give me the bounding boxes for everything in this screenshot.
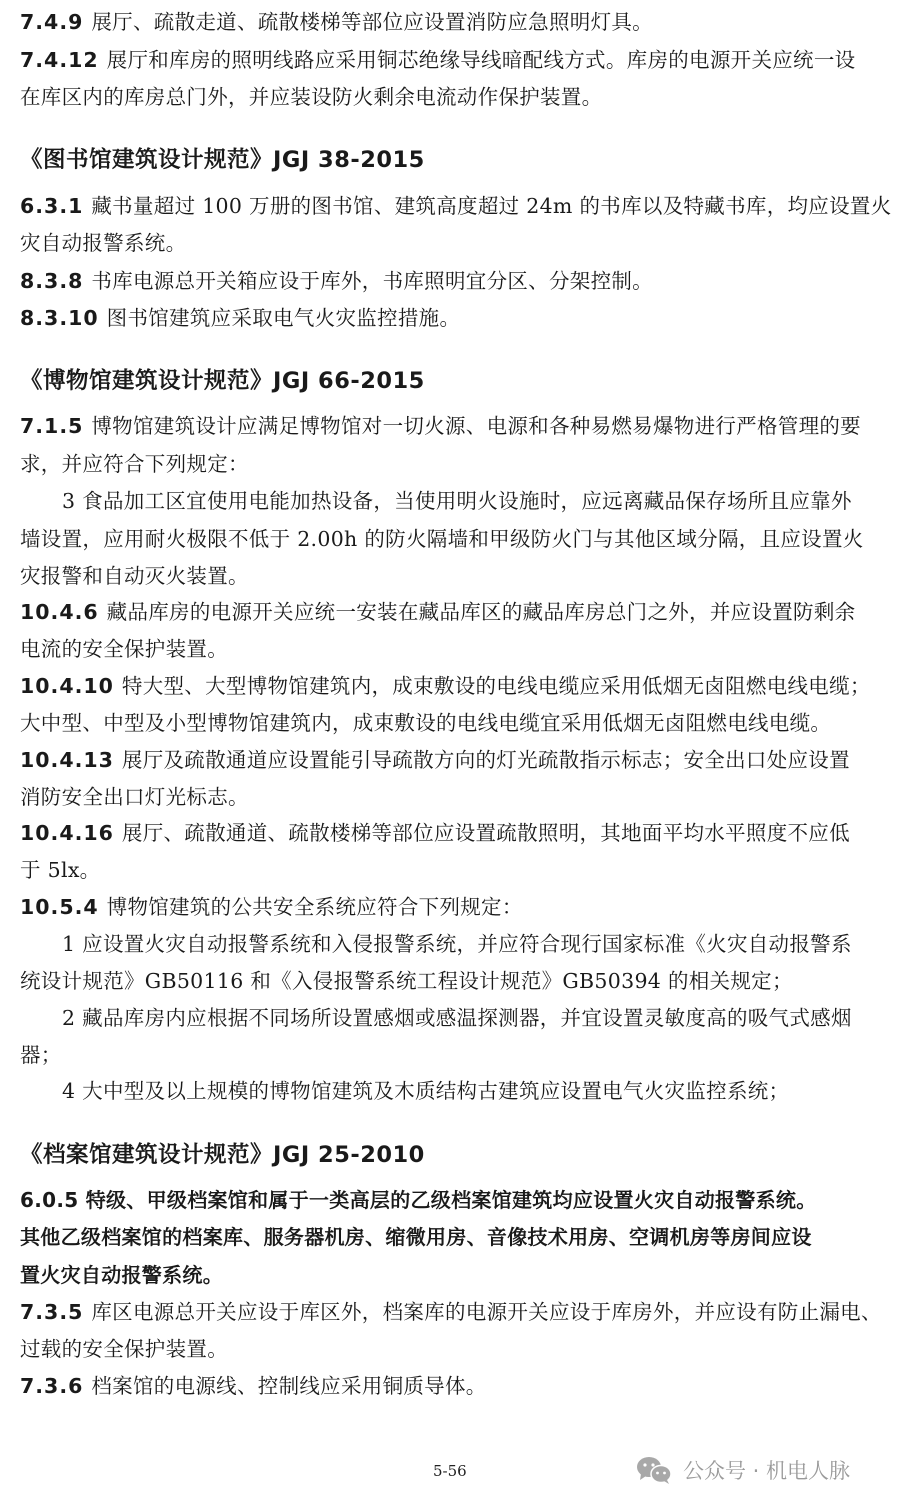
clause-text: 在库区内的库房总门外，并应装设防火剩余电流动作保护装置。 <box>20 85 603 109</box>
clause-number: 7.3.5 <box>20 1300 84 1324</box>
sub-item-2 <box>20 1005 921 1031</box>
clause-text: 统设计规范》GB50116 和《入侵报警系统工程设计规范》GB50394 的相关规定； <box>20 969 793 993</box>
clause-8-3-8 <box>20 268 900 294</box>
clause-number: 10.4.13 <box>20 748 114 772</box>
clause-number: 8.3.8 <box>20 269 84 293</box>
clause-text: 电流的安全保护装置。 <box>20 637 228 661</box>
clause-10-4-16 <box>20 820 900 846</box>
clause-number: 10.4.10 <box>20 674 114 698</box>
clause-number: 10.4.6 <box>20 600 99 624</box>
clause-text: 其他乙级档案馆的档案库、服务器机房、缩微用房、音像技术用房、空调机房等房间应设 <box>20 1225 812 1249</box>
clause-6-0-5 <box>20 1187 900 1213</box>
clause-text: 展厅和库房的照明线路应采用铜芯绝缘导线暗配线方式。库房的电源开关应统一设 <box>106 48 856 72</box>
clause-text: 灾自动报警系统。 <box>20 231 187 255</box>
clause-continuation <box>20 1262 900 1288</box>
clause-continuation <box>20 968 900 994</box>
clause-continuation <box>20 84 900 110</box>
sub-item-4 <box>20 1078 921 1104</box>
clause-text: 3 食品加工区宜使用电能加热设备，当使用明火设施时，应远离藏品保存场所且应靠外 <box>62 489 852 513</box>
clause-text: 档案馆的电源线、控制线应采用铜质导体。 <box>91 1374 487 1398</box>
clause-text: 2 藏品库房内应根据不同场所设置感烟或感温探测器，并宜设置灵敏度高的吸气式感烟 <box>62 1006 852 1030</box>
clause-number: 7.1.5 <box>20 414 84 438</box>
clause-continuation <box>20 563 900 589</box>
wechat-icon <box>635 1455 675 1485</box>
clause-continuation <box>20 1042 900 1068</box>
page-number: 5-56 <box>433 1462 467 1480</box>
clause-10-4-10 <box>20 673 900 699</box>
clause-6-3-1 <box>20 193 900 219</box>
sub-item-3 <box>20 488 921 514</box>
clause-text: 展厅、疏散通道、疏散楼梯等部位应设置疏散照明，其地面平均水平照度不应低 <box>121 821 850 845</box>
clause-7-3-5 <box>20 1299 900 1325</box>
clause-continuation <box>20 1336 900 1362</box>
clause-number: 7.4.9 <box>20 10 84 34</box>
clause-text: 器； <box>20 1043 62 1067</box>
clause-7-1-5 <box>20 413 900 439</box>
clause-text: 6.0.5 特级、甲级档案馆和属于一类高层的乙级档案馆建筑均应设置火灾自动报警系统。 <box>20 1188 817 1212</box>
clause-continuation <box>20 710 900 736</box>
clause-text: 图书馆建筑应采取电气火灾监控措施。 <box>106 306 461 330</box>
clause-number: 7.3.6 <box>20 1374 84 1398</box>
clause-continuation <box>20 784 900 810</box>
clause-text: 1 应设置火灾自动报警系统和入侵报警系统，并应符合现行国家标准《火灾自动报警系 <box>62 932 852 956</box>
clause-text: 展厅及疏散通道应设置能引导疏散方向的灯光疏散指示标志；安全出口处应设置 <box>121 748 850 772</box>
clause-continuation <box>20 1224 900 1250</box>
clause-text: 大中型、中型及小型博物馆建筑内，成束敷设的电线电缆宜采用低烟无卤阻燃电线电缆。 <box>20 711 832 735</box>
clause-7-4-12 <box>20 47 900 73</box>
clause-text: 特大型、大型博物馆建筑内，成束敷设的电线电缆应采用低烟无卤阻燃电线电缆； <box>121 674 871 698</box>
clause-number: 10.5.4 <box>20 895 99 919</box>
clause-continuation <box>20 230 900 256</box>
watermark <box>635 1454 850 1486</box>
clause-text: 藏书量超过 100 万册的图书馆、建筑高度超过 24m 的书库以及特藏书库，均应设置火 <box>91 194 892 218</box>
clause-text: 展厅、疏散走道、疏散楼梯等部位应设置消防应急照明灯具。 <box>91 10 653 34</box>
clause-number: 7.4.12 <box>20 48 99 72</box>
clause-text: 灾报警和自动灭火装置。 <box>20 564 249 588</box>
clause-text: 于 5lx。 <box>20 858 101 882</box>
clause-number: 10.4.16 <box>20 821 114 845</box>
clause-10-4-13 <box>20 747 900 773</box>
clause-text: 博物馆建筑设计应满足博物馆对一切火源、电源和各种易燃易爆物进行严格管理的要 <box>91 414 861 438</box>
clause-text: 博物馆建筑的公共安全系统应符合下列规定： <box>106 895 523 919</box>
clause-text: 4 大中型及以上规模的博物馆建筑及木质结构古建筑应设置电气火灾监控系统； <box>62 1079 790 1103</box>
clause-continuation <box>20 636 900 662</box>
clause-text: 藏品库房的电源开关应统一安装在藏品库区的藏品库房总门之外，并应设置防剩余 <box>106 600 856 624</box>
section-heading-library: 《图书馆建筑设计规范》JGJ 38-2015 <box>20 147 425 173</box>
clause-text: 过载的安全保护装置。 <box>20 1337 228 1361</box>
clause-7-4-9 <box>20 9 900 35</box>
clause-continuation <box>20 451 900 477</box>
sub-item-1 <box>20 931 921 957</box>
clause-8-3-10 <box>20 305 900 331</box>
clause-text: 书库电源总开关箱应设于库外，书库照明宜分区、分架控制。 <box>91 269 653 293</box>
watermark-text: 公众号 · 机电人脉 <box>683 1459 851 1483</box>
clause-continuation <box>20 526 900 552</box>
clause-10-5-4 <box>20 894 900 920</box>
clause-text: 消防安全出口灯光标志。 <box>20 785 249 809</box>
clause-text: 库区电源总开关应设于库区外，档案库的电源开关应设于库房外，并应设有防止漏电、 <box>91 1300 882 1324</box>
clause-text: 置火灾自动报警系统。 <box>20 1263 223 1287</box>
clause-continuation <box>20 857 900 883</box>
clause-10-4-6 <box>20 599 900 625</box>
clause-text: 求，并应符合下列规定： <box>20 452 249 476</box>
clause-text: 墙设置，应用耐火极限不低于 2.00h 的防火隔墙和甲级防火门与其他区域分隔，且应设置火 <box>20 527 864 551</box>
section-heading-museum: 《博物馆建筑设计规范》JGJ 66-2015 <box>20 368 425 394</box>
clause-number: 8.3.10 <box>20 306 99 330</box>
clause-7-3-6 <box>20 1373 900 1399</box>
clause-number: 6.3.1 <box>20 194 84 218</box>
section-heading-archives: 《档案馆建筑设计规范》JGJ 25-2010 <box>20 1142 425 1168</box>
